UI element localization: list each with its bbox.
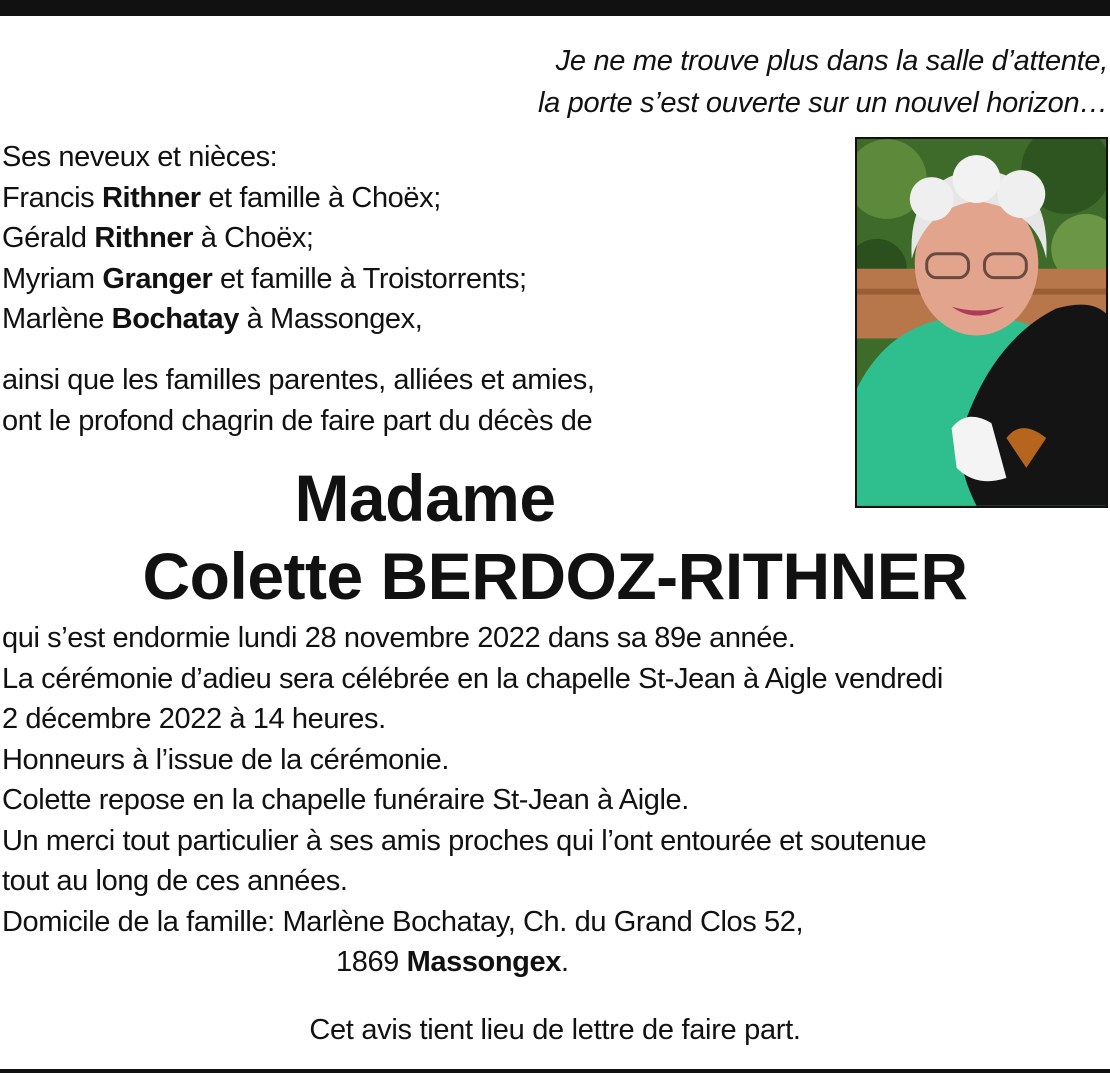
member-detail: et famille à Troistorrents; (220, 262, 527, 295)
family-member (2, 259, 527, 300)
member-last-name: Bochatay (111, 303, 239, 335)
member-first-name: Francis (2, 181, 95, 214)
member-last-name: Rithner (94, 222, 194, 254)
portrait-photo-icon (855, 137, 1108, 508)
detail-line: tout au long de ces années. (2, 865, 348, 897)
member-detail: à Choëx; (200, 222, 314, 254)
intro-line: ainsi que les familles parentes, alliées et amies, (2, 364, 595, 396)
family-member (2, 299, 527, 340)
detail-line: 2 décembre 2022 à 14 heures. (2, 703, 386, 735)
member-detail: à Massongex, (246, 303, 423, 335)
member-first-name: Gérald (2, 222, 87, 254)
announcement-intro (2, 360, 595, 441)
family-member (2, 178, 527, 219)
closing-note: Cet avis tient lieu de lettre de faire part. (309, 1014, 801, 1046)
member-first-name: Marlène (2, 303, 104, 335)
detail-line: Colette repose en la chapelle funéraire St-Jean à Aigle. (2, 784, 689, 816)
deceased-title: Madame (294, 461, 556, 535)
epigraph-line: Je ne me trouve plus dans la salle d’attente, (555, 45, 1108, 77)
family-address: Domicile de la famille: Marlène Bochatay, Ch. du Grand Clos 52, (2, 905, 804, 938)
member-last-name: Granger (102, 262, 213, 295)
detail-line: qui s’est endormie lundi 28 novembre 2022 dans sa 89e année. (2, 622, 796, 654)
bottom-rule (0, 1069, 1110, 1073)
intro-line: ont le profond chagrin de faire part du décès de (2, 404, 593, 437)
deceased-name: Colette BERDOZ-RITHNER (142, 539, 968, 613)
member-first-name: Myriam (2, 262, 95, 295)
funeral-details (2, 618, 943, 983)
detail-line: Honneurs à l’issue de la cérémonie. (2, 743, 450, 776)
member-detail: et famille à Choëx; (208, 181, 441, 214)
detail-line: Un merci tout particulier à ses amis proches qui l’ont entourée et soutenue (2, 824, 927, 857)
epigraph-line: la porte s’est ouverte sur un nouvel horizon… (537, 87, 1108, 119)
town-punctuation: . (560, 946, 569, 978)
family-heading: Ses neveux et nièces: (2, 141, 278, 173)
postcode: 1869 (336, 946, 399, 978)
member-last-name: Rithner (101, 181, 201, 214)
family-member (2, 218, 527, 259)
epigraph (348, 40, 1108, 124)
family-list (2, 137, 527, 340)
detail-line: La cérémonie d’adieu sera célébrée en la chapelle St-Jean à Aigle vendredi (2, 662, 943, 695)
top-rule (0, 0, 1110, 16)
town: Massongex (406, 946, 561, 978)
address-town-line (2, 942, 943, 983)
